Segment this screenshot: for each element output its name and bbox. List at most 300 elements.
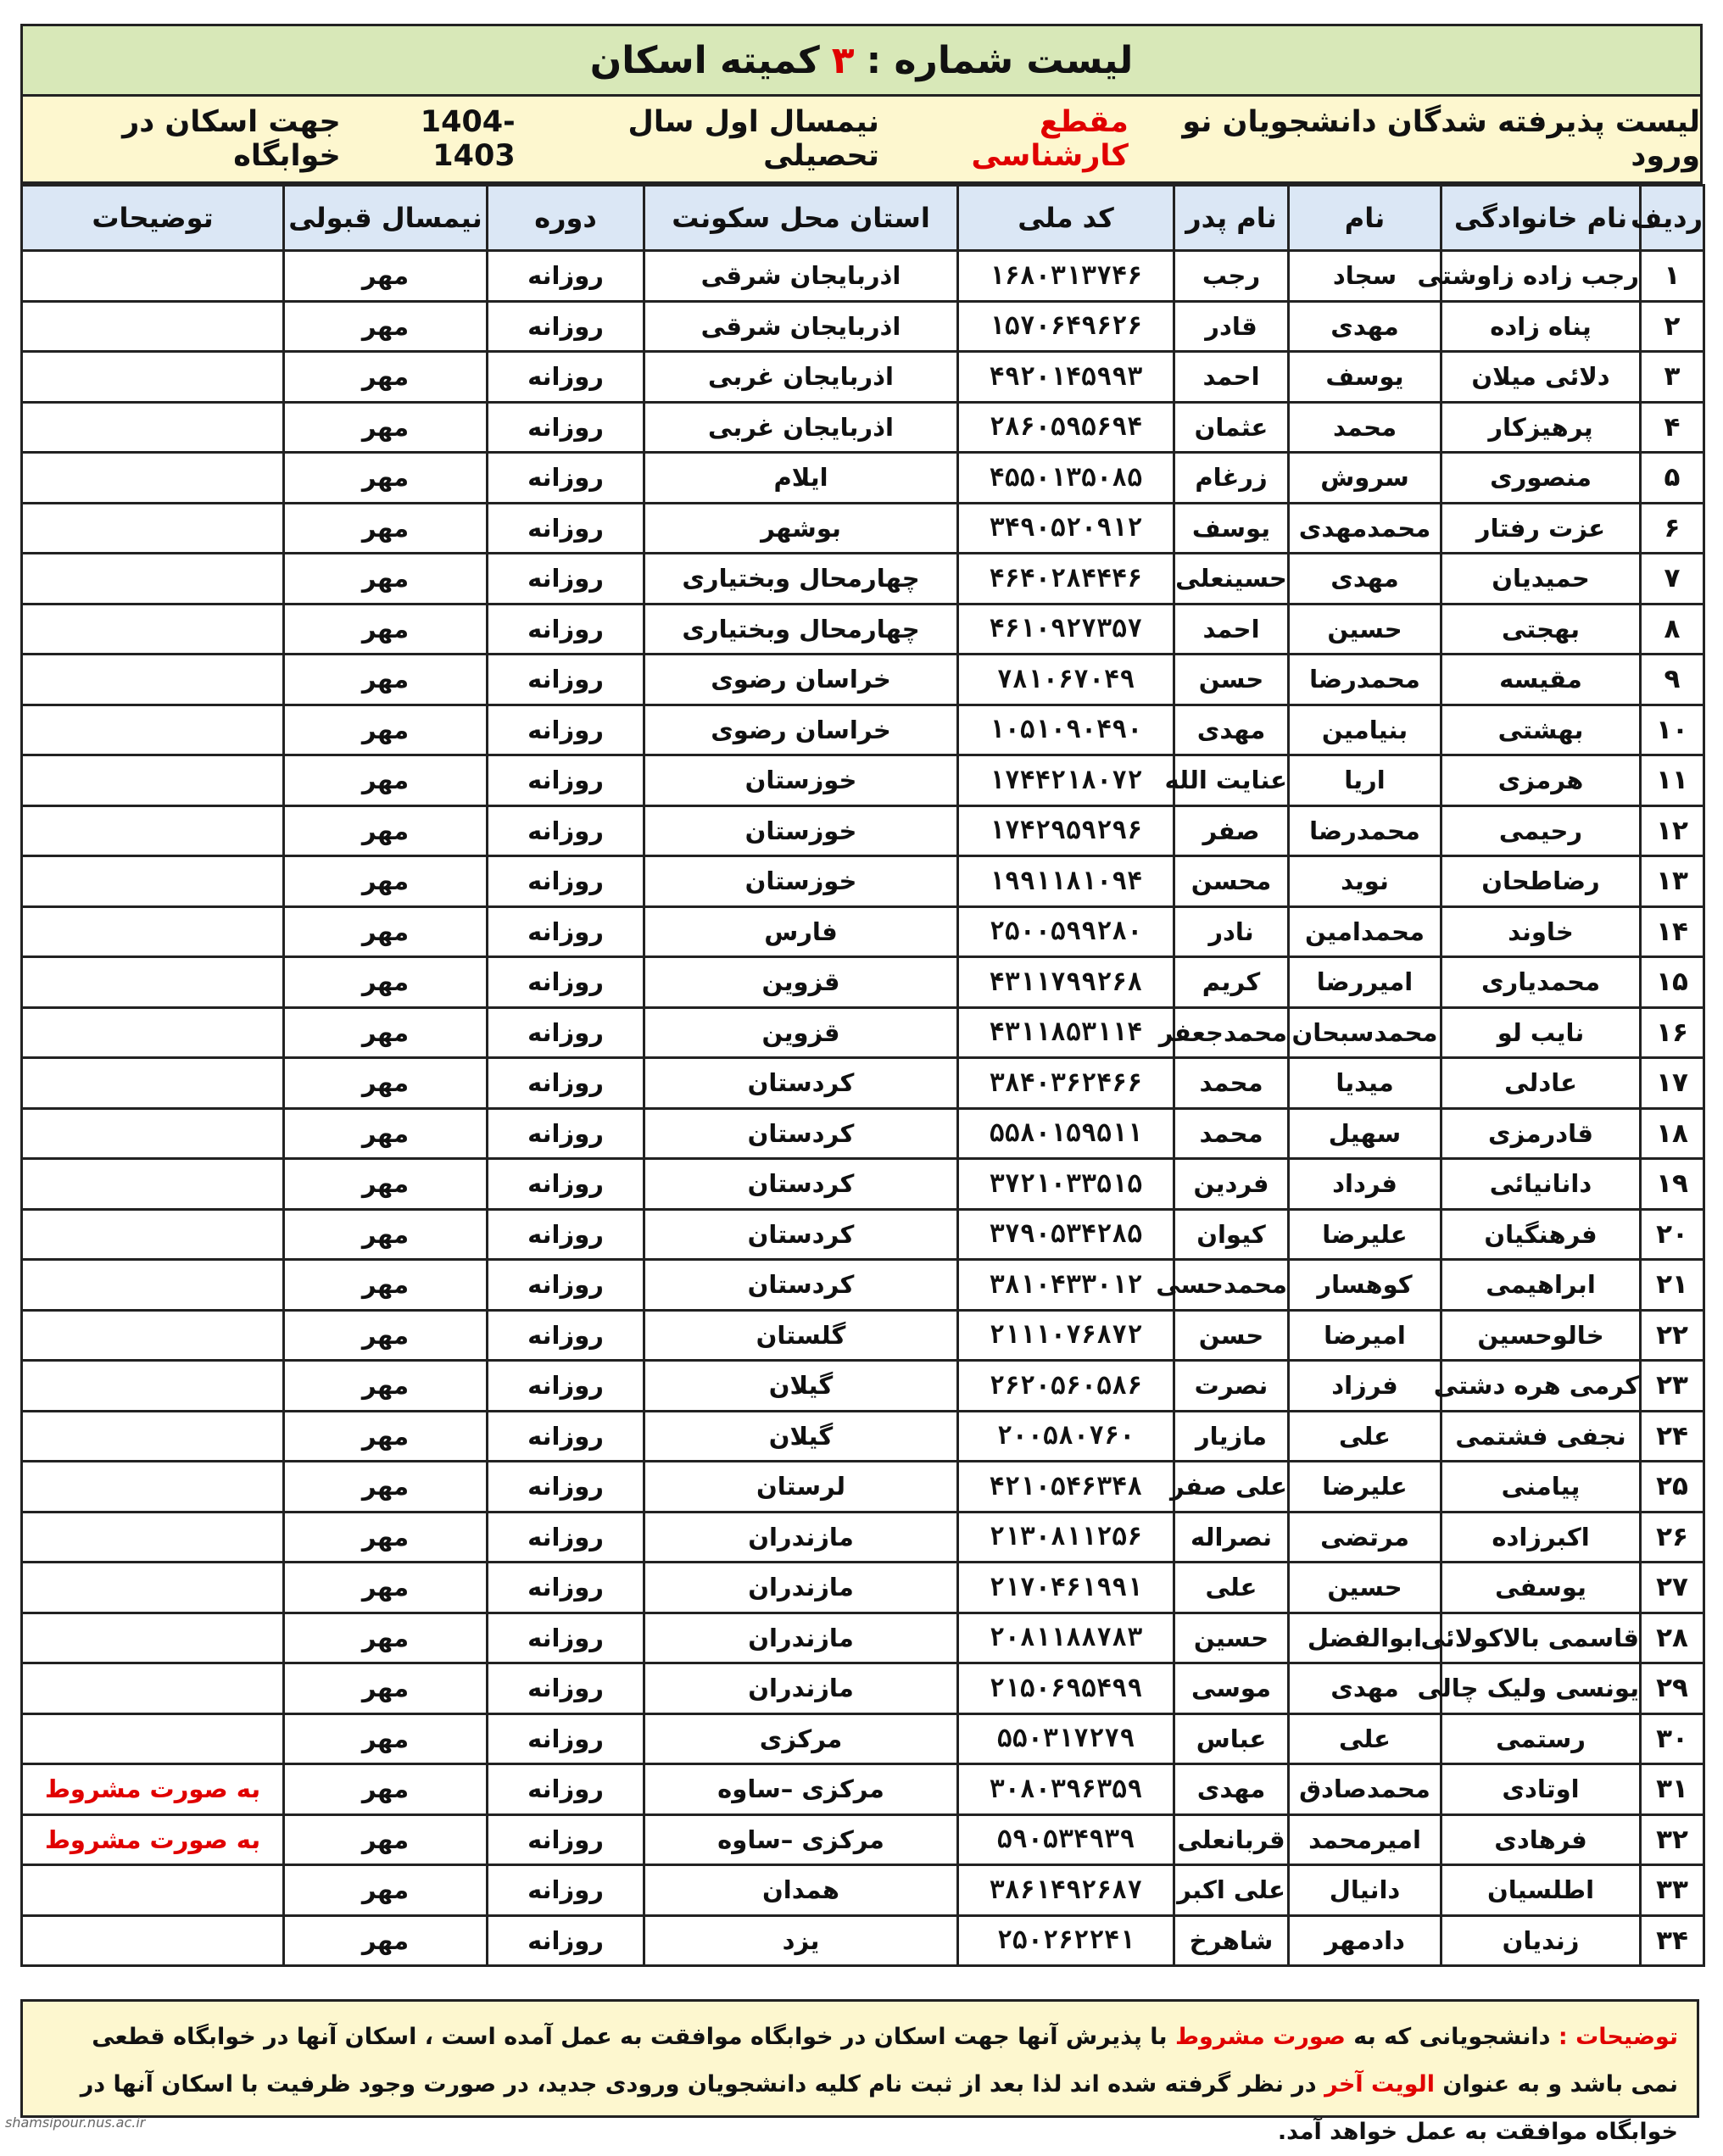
father-name-cell: حسین	[1174, 1613, 1289, 1663]
national-code-cell: ۷۸۱۰۶۷۰۴۹	[958, 655, 1174, 705]
column-header: نام خانوادگی	[1441, 186, 1641, 251]
table-row	[22, 1865, 1704, 1916]
national-code-cell: ۳۸۴۰۳۶۲۴۶۶	[958, 1058, 1174, 1109]
footnote-text-3: در نظر گرفته شده اند لذا بعد از ثبت نام کلیه دانشجویان ورودی جدید، در صورت وجود ظرفیت با اسکان آنها در خوابگاه موافقت به عمل خواهد آمد.	[80, 2071, 1678, 2145]
row-number-cell: ۹	[1641, 655, 1704, 705]
semester-cell: مهر	[284, 1462, 488, 1513]
province-cell: کردستان	[644, 1058, 958, 1109]
note-cell	[22, 1310, 284, 1361]
table-row	[22, 655, 1704, 705]
table-row	[22, 453, 1704, 504]
row-number-cell: ۲۴	[1641, 1411, 1704, 1462]
national-code-cell: ۳۴۹۰۵۲۰۹۱۲	[958, 503, 1174, 554]
table-row	[22, 1159, 1704, 1210]
period-cell: روزانه	[488, 906, 644, 957]
period-cell: روزانه	[488, 1512, 644, 1563]
province-cell: اذربایجان شرقی	[644, 251, 958, 302]
province-cell: مازندران	[644, 1663, 958, 1714]
first-name-cell: علیرضا	[1289, 1462, 1441, 1513]
semester-cell: مهر	[284, 1411, 488, 1462]
semester-cell: مهر	[284, 1764, 488, 1815]
note-cell	[22, 705, 284, 755]
period-cell: روزانه	[488, 1159, 644, 1210]
students-table	[20, 184, 1705, 1967]
footnote-text-1: دانشجویانی که به	[1353, 2024, 1551, 2050]
province-cell: مازندران	[644, 1563, 958, 1613]
table-row	[22, 805, 1704, 856]
national-code-cell: ۴۶۴۰۲۸۴۴۴۶	[958, 554, 1174, 604]
column-header: نیمسال قبولی	[284, 186, 488, 251]
footnote-text-2: با پذیرش آنها جهت اسکان در خوابگاه موافقت به عمل آمده است ، اسکان آنها در خوابگاه قطعی نمی باشد و به عنوان	[92, 2024, 1678, 2098]
last-name-cell: فرهادی	[1441, 1814, 1641, 1865]
national-code-cell: ۴۵۵۰۱۳۵۰۸۵	[958, 453, 1174, 504]
last-name-cell: عزت رفتار	[1441, 503, 1641, 554]
period-cell: روزانه	[488, 301, 644, 352]
row-number-cell: ۱۵	[1641, 957, 1704, 1008]
first-name-cell: مهدی	[1289, 554, 1441, 604]
father-name-cell: مهدی	[1174, 705, 1289, 755]
note-cell	[22, 1865, 284, 1916]
note-cell	[22, 906, 284, 957]
note-cell	[22, 251, 284, 302]
province-cell: فارس	[644, 906, 958, 957]
row-number-cell: ۱۰	[1641, 705, 1704, 755]
row-number-cell: ۶	[1641, 503, 1704, 554]
column-header: استان محل سکونت	[644, 186, 958, 251]
father-name-cell: حسن	[1174, 1310, 1289, 1361]
period-cell: روزانه	[488, 1411, 644, 1462]
father-name-cell: مازیار	[1174, 1411, 1289, 1462]
semester-cell: مهر	[284, 856, 488, 907]
table-row	[22, 1462, 1704, 1513]
first-name-cell: سهیل	[1289, 1108, 1441, 1159]
semester-cell: مهر	[284, 906, 488, 957]
province-cell: ایلام	[644, 453, 958, 504]
last-name-cell: نایب لو	[1441, 1007, 1641, 1058]
semester-cell: مهر	[284, 402, 488, 453]
province-cell: مازندران	[644, 1613, 958, 1663]
table-row	[22, 554, 1704, 604]
row-number-cell: ۷	[1641, 554, 1704, 604]
father-name-cell: احمد	[1174, 604, 1289, 655]
note-cell	[22, 1108, 284, 1159]
row-number-cell: ۱۳	[1641, 856, 1704, 907]
list-number: ۳	[831, 38, 855, 82]
row-number-cell: ۳۱	[1641, 1764, 1704, 1815]
semester-cell: مهر	[284, 1108, 488, 1159]
row-number-cell: ۲۰	[1641, 1209, 1704, 1260]
period-cell: روزانه	[488, 402, 644, 453]
table-row	[22, 755, 1704, 806]
national-code-cell: ۳۷۹۰۵۳۴۲۸۵	[958, 1209, 1174, 1260]
row-number-cell: ۳۳	[1641, 1865, 1704, 1916]
note-cell	[22, 1512, 284, 1563]
note-cell: به صورت مشروط	[22, 1764, 284, 1815]
province-cell: خراسان رضوی	[644, 705, 958, 755]
row-number-cell: ۲۷	[1641, 1563, 1704, 1613]
row-number-cell: ۱۹	[1641, 1159, 1704, 1210]
father-name-cell: قادر	[1174, 301, 1289, 352]
note-cell	[22, 1713, 284, 1764]
semester-cell: مهر	[284, 1361, 488, 1412]
note-cell	[22, 352, 284, 403]
last-name-cell: یوسفی	[1441, 1563, 1641, 1613]
first-name-cell: سروش	[1289, 453, 1441, 504]
semester-cell: مهر	[284, 1915, 488, 1966]
row-number-cell: ۵	[1641, 453, 1704, 504]
row-number-cell: ۱۱	[1641, 755, 1704, 806]
first-name-cell: سجاد	[1289, 251, 1441, 302]
last-name-cell: کرمی هره دشتی	[1441, 1361, 1641, 1412]
period-cell: روزانه	[488, 1764, 644, 1815]
row-number-cell: ۱۸	[1641, 1108, 1704, 1159]
national-code-cell: ۱۶۸۰۳۱۳۷۴۶	[958, 251, 1174, 302]
father-name-cell: علی اکبر	[1174, 1865, 1289, 1916]
national-code-cell: ۱۷۴۴۲۱۸۰۷۲	[958, 755, 1174, 806]
semester-cell: مهر	[284, 301, 488, 352]
period-cell: روزانه	[488, 1007, 644, 1058]
column-header: نام	[1289, 186, 1441, 251]
father-name-cell: کریم	[1174, 957, 1289, 1008]
period-cell: روزانه	[488, 352, 644, 403]
semester-cell: مهر	[284, 1563, 488, 1613]
first-name-cell: حسین	[1289, 1563, 1441, 1613]
row-number-cell: ۱۴	[1641, 906, 1704, 957]
period-cell: روزانه	[488, 503, 644, 554]
semester-cell: مهر	[284, 655, 488, 705]
first-name-cell: بنیامین	[1289, 705, 1441, 755]
first-name-cell: فرزاد	[1289, 1361, 1441, 1412]
document-sheet	[20, 24, 1703, 1967]
last-name-cell: رضاطحان	[1441, 856, 1641, 907]
semester-cell: مهر	[284, 1613, 488, 1663]
national-code-cell: ۲۵۰۲۶۲۲۴۱	[958, 1915, 1174, 1966]
province-cell: اذربایجان شرقی	[644, 301, 958, 352]
last-name-cell: نجفی فشتمی	[1441, 1411, 1641, 1462]
table-row	[22, 1613, 1704, 1663]
father-name-cell: قربانعلی	[1174, 1814, 1289, 1865]
table-row	[22, 1260, 1704, 1311]
province-cell: چهارمحال وبختیاری	[644, 604, 958, 655]
province-cell: چهارمحال وبختیاری	[644, 554, 958, 604]
period-cell: روزانه	[488, 1058, 644, 1109]
table-row	[22, 1814, 1704, 1865]
note-cell: به صورت مشروط	[22, 1814, 284, 1865]
period-cell: روزانه	[488, 1209, 644, 1260]
last-name-cell: خالوحسین	[1441, 1310, 1641, 1361]
first-name-cell: یوسف	[1289, 352, 1441, 403]
table-row	[22, 402, 1704, 453]
last-name-cell: فرهنگیان	[1441, 1209, 1641, 1260]
row-number-cell: ۲۵	[1641, 1462, 1704, 1513]
national-code-cell: ۴۳۱۱۷۹۹۲۶۸	[958, 957, 1174, 1008]
last-name-cell: پناه زاده	[1441, 301, 1641, 352]
table-row	[22, 1713, 1704, 1764]
row-number-cell: ۸	[1641, 604, 1704, 655]
note-cell	[22, 655, 284, 705]
table-row	[22, 705, 1704, 755]
table-row	[22, 906, 1704, 957]
first-name-cell: مرتضی	[1289, 1512, 1441, 1563]
note-cell	[22, 554, 284, 604]
national-code-cell: ۲۵۰۰۵۹۹۲۸۰	[958, 906, 1174, 957]
table-row	[22, 352, 1704, 403]
semester-cell: مهر	[284, 1058, 488, 1109]
father-name-cell: محسن	[1174, 856, 1289, 907]
column-header: کد ملی	[958, 186, 1174, 251]
semester-cell: مهر	[284, 1512, 488, 1563]
father-name-cell: حسینعلی	[1174, 554, 1289, 604]
last-name-cell: یونسی ولیک چالی	[1441, 1663, 1641, 1714]
subtitle-text-3: جهت اسکان در خوابگاه	[122, 105, 341, 173]
note-cell	[22, 1613, 284, 1663]
province-cell: مرکزی –ساوه	[644, 1764, 958, 1815]
note-cell	[22, 856, 284, 907]
period-cell: روزانه	[488, 856, 644, 907]
province-cell: کردستان	[644, 1260, 958, 1311]
father-name-cell: موسی	[1174, 1663, 1289, 1714]
province-cell: گلستان	[644, 1310, 958, 1361]
row-number-cell: ۳	[1641, 352, 1704, 403]
note-cell	[22, 1411, 284, 1462]
national-code-cell: ۳۸۱۰۴۳۳۰۱۲	[958, 1260, 1174, 1311]
national-code-cell: ۲۱۵۰۶۹۵۴۹۹	[958, 1663, 1174, 1714]
semester-cell: مهر	[284, 1865, 488, 1916]
last-name-cell: قادرمزی	[1441, 1108, 1641, 1159]
table-row	[22, 1764, 1704, 1815]
table-row	[22, 604, 1704, 655]
row-number-cell: ۲۳	[1641, 1361, 1704, 1412]
semester-cell: مهر	[284, 1814, 488, 1865]
province-cell: خوزستان	[644, 856, 958, 907]
row-number-cell: ۲۱	[1641, 1260, 1704, 1311]
last-name-cell: اطلسیان	[1441, 1865, 1641, 1916]
row-number-cell: ۳۴	[1641, 1915, 1704, 1966]
last-name-cell: اکبرزاده	[1441, 1512, 1641, 1563]
note-cell	[22, 1058, 284, 1109]
first-name-cell: محمدسبحان	[1289, 1007, 1441, 1058]
row-number-cell: ۱	[1641, 251, 1704, 302]
father-name-cell: محمد	[1174, 1108, 1289, 1159]
footnote-priority: الویت آخر	[1324, 2071, 1436, 2098]
father-name-cell: عثمان	[1174, 402, 1289, 453]
semester-cell: مهر	[284, 604, 488, 655]
period-cell: روزانه	[488, 1108, 644, 1159]
note-cell	[22, 1007, 284, 1058]
first-name-cell: اریا	[1289, 755, 1441, 806]
table-row	[22, 1512, 1704, 1563]
semester-cell: مهر	[284, 1159, 488, 1210]
period-cell: روزانه	[488, 1310, 644, 1361]
national-code-cell: ۱۹۹۱۱۸۱۰۹۴	[958, 856, 1174, 907]
semester-cell: مهر	[284, 755, 488, 806]
row-number-cell: ۱۷	[1641, 1058, 1704, 1109]
period-cell: روزانه	[488, 655, 644, 705]
note-cell	[22, 1462, 284, 1513]
semester-cell: مهر	[284, 251, 488, 302]
national-code-cell: ۲۰۸۱۱۸۸۷۸۳	[958, 1613, 1174, 1663]
last-name-cell: دلائی میلان	[1441, 352, 1641, 403]
period-cell: روزانه	[488, 755, 644, 806]
semester-cell: مهر	[284, 352, 488, 403]
last-name-cell: اوتادی	[1441, 1764, 1641, 1815]
column-header: دوره	[488, 186, 644, 251]
semester-cell: مهر	[284, 1007, 488, 1058]
subtitle-degree: مقطع کارشناسی	[971, 105, 1129, 173]
note-cell	[22, 301, 284, 352]
father-name-cell: نصرت	[1174, 1361, 1289, 1412]
row-number-cell: ۱۶	[1641, 1007, 1704, 1058]
table-body	[22, 251, 1704, 1966]
national-code-cell: ۲۱۳۰۸۱۱۲۵۶	[958, 1512, 1174, 1563]
father-name-cell: شاهرخ	[1174, 1915, 1289, 1966]
father-name-cell: مهدی	[1174, 1764, 1289, 1815]
province-cell: کردستان	[644, 1108, 958, 1159]
note-cell	[22, 1563, 284, 1613]
father-name-cell: فردین	[1174, 1159, 1289, 1210]
committee-name: کمیته اسکان	[589, 38, 820, 82]
province-cell: کردستان	[644, 1209, 958, 1260]
period-cell: روزانه	[488, 604, 644, 655]
semester-cell: مهر	[284, 453, 488, 504]
note-cell	[22, 604, 284, 655]
page-title	[20, 24, 1703, 97]
note-cell	[22, 805, 284, 856]
father-name-cell: عنایت الله	[1174, 755, 1289, 806]
national-code-cell: ۱۵۷۰۶۴۹۶۲۶	[958, 301, 1174, 352]
period-cell: روزانه	[488, 805, 644, 856]
father-name-cell: کیوان	[1174, 1209, 1289, 1260]
last-name-cell: رجب زاده زاوشتی	[1441, 251, 1641, 302]
semester-cell: مهر	[284, 1260, 488, 1311]
period-cell: روزانه	[488, 1713, 644, 1764]
national-code-cell: ۲۶۲۰۵۶۰۵۸۶	[958, 1361, 1174, 1412]
row-number-cell: ۲۶	[1641, 1512, 1704, 1563]
father-name-cell: صفر	[1174, 805, 1289, 856]
last-name-cell: ابراهیمی	[1441, 1260, 1641, 1311]
last-name-cell: پیامنی	[1441, 1462, 1641, 1513]
national-code-cell: ۳۰۸۰۳۹۶۳۵۹	[958, 1764, 1174, 1815]
column-header: توضیحات	[22, 186, 284, 251]
national-code-cell: ۲۱۷۰۴۶۱۹۹۱	[958, 1563, 1174, 1613]
last-name-cell: بهشتی	[1441, 705, 1641, 755]
last-name-cell: زندیان	[1441, 1915, 1641, 1966]
period-cell: روزانه	[488, 957, 644, 1008]
first-name-cell: محمدرضا	[1289, 805, 1441, 856]
first-name-cell: دانیال	[1289, 1865, 1441, 1916]
province-cell: همدان	[644, 1865, 958, 1916]
national-code-cell: ۵۵۰۳۱۷۲۷۹	[958, 1713, 1174, 1764]
national-code-cell: ۴۲۱۰۵۴۶۳۴۸	[958, 1462, 1174, 1513]
table-row	[22, 1915, 1704, 1966]
table-row	[22, 957, 1704, 1008]
period-cell: روزانه	[488, 1865, 644, 1916]
province-cell: مرکزی	[644, 1713, 958, 1764]
subtitle-text-2: نیمسال اول سال تحصیلی	[627, 105, 879, 173]
father-name-cell: علی	[1174, 1563, 1289, 1613]
column-header: ردیف	[1641, 186, 1704, 251]
first-name-cell: میدیا	[1289, 1058, 1441, 1109]
note-cell	[22, 453, 284, 504]
first-name-cell: نوید	[1289, 856, 1441, 907]
period-cell: روزانه	[488, 1563, 644, 1613]
first-name-cell: ابوالفضل	[1289, 1613, 1441, 1663]
province-cell: مازندران	[644, 1512, 958, 1563]
footnote-label: توضیحات :	[1558, 2024, 1678, 2050]
first-name-cell: محمدرضا	[1289, 655, 1441, 705]
last-name-cell: حمیدیان	[1441, 554, 1641, 604]
province-cell: خراسان رضوی	[644, 655, 958, 705]
province-cell: اذربایجان غربی	[644, 402, 958, 453]
note-cell	[22, 1209, 284, 1260]
province-cell: خوزستان	[644, 805, 958, 856]
period-cell: روزانه	[488, 1361, 644, 1412]
table-row	[22, 1411, 1704, 1462]
table-row	[22, 1663, 1704, 1714]
note-cell	[22, 1915, 284, 1966]
province-cell: کردستان	[644, 1159, 958, 1210]
period-cell: روزانه	[488, 1613, 644, 1663]
national-code-cell: ۴۶۱۰۹۲۷۳۵۷	[958, 604, 1174, 655]
father-name-cell: رجب	[1174, 251, 1289, 302]
semester-cell: مهر	[284, 554, 488, 604]
table-row	[22, 301, 1704, 352]
table-row	[22, 1209, 1704, 1260]
father-name-cell: محمدجعفر	[1174, 1007, 1289, 1058]
last-name-cell: منصوری	[1441, 453, 1641, 504]
semester-cell: مهر	[284, 957, 488, 1008]
period-cell: روزانه	[488, 1915, 644, 1966]
table-row	[22, 503, 1704, 554]
first-name-cell: دادمهر	[1289, 1915, 1441, 1966]
row-number-cell: ۳۲	[1641, 1814, 1704, 1865]
semester-cell: مهر	[284, 1713, 488, 1764]
province-cell: یزد	[644, 1915, 958, 1966]
province-cell: مرکزی –ساوه	[644, 1814, 958, 1865]
first-name-cell: محمد	[1289, 402, 1441, 453]
period-cell: روزانه	[488, 251, 644, 302]
subtitle-text-1: لیست پذیرفته شدگان دانشجویان نو ورود	[1182, 105, 1700, 173]
title-text: لیست شماره :	[866, 38, 1134, 82]
note-cell	[22, 957, 284, 1008]
father-name-cell: احمد	[1174, 352, 1289, 403]
first-name-cell: امیرمحمد	[1289, 1814, 1441, 1865]
last-name-cell: رحیمی	[1441, 805, 1641, 856]
table-header-row	[22, 186, 1704, 251]
period-cell: روزانه	[488, 554, 644, 604]
father-name-cell: علی صفر	[1174, 1462, 1289, 1513]
row-number-cell: ۲۹	[1641, 1663, 1704, 1714]
note-cell	[22, 1663, 284, 1714]
note-cell	[22, 503, 284, 554]
period-cell: روزانه	[488, 1462, 644, 1513]
first-name-cell: مهدی	[1289, 301, 1441, 352]
note-cell	[22, 1260, 284, 1311]
semester-cell: مهر	[284, 1663, 488, 1714]
row-number-cell: ۳۰	[1641, 1713, 1704, 1764]
row-number-cell: ۴	[1641, 402, 1704, 453]
first-name-cell: محمدصادق	[1289, 1764, 1441, 1815]
semester-cell: مهر	[284, 705, 488, 755]
table-row	[22, 1108, 1704, 1159]
national-code-cell: ۲۱۱۱۰۷۶۸۷۲	[958, 1310, 1174, 1361]
first-name-cell: علی	[1289, 1713, 1441, 1764]
national-code-cell: ۲۸۶۰۵۹۵۶۹۴	[958, 402, 1174, 453]
province-cell: بوشهر	[644, 503, 958, 554]
province-cell: اذربایجان غربی	[644, 352, 958, 403]
first-name-cell: کوهسار	[1289, 1260, 1441, 1311]
national-code-cell: ۳۸۶۱۴۹۲۶۸۷	[958, 1865, 1174, 1916]
